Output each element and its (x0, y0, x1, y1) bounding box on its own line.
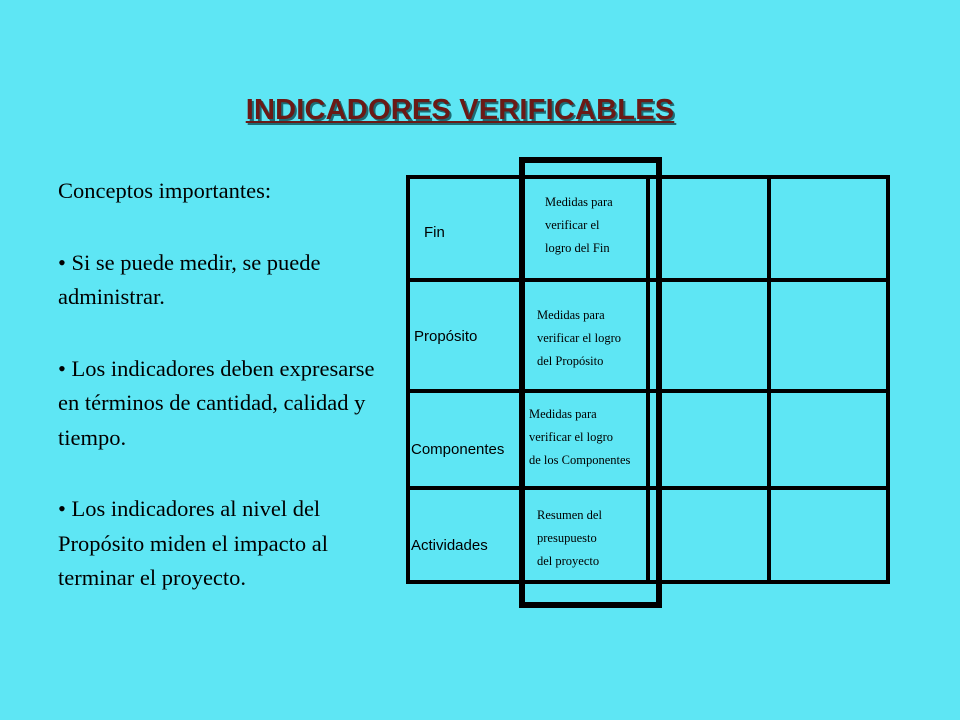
matrix-line (886, 175, 890, 584)
indicator-column-highlight (519, 157, 662, 608)
indicator-cell-actividades: Resumen del presupuesto del proyecto (537, 508, 602, 568)
row-label-actividades: Actividades (411, 537, 488, 554)
bullet-1: • Si se puede medir, se puede administrar. (58, 249, 321, 309)
row-label-componentes: Componentes (411, 441, 505, 458)
concepts-heading: Conceptos importantes: (58, 178, 272, 203)
row-label-fin: Fin (424, 224, 445, 241)
matrix-line (767, 175, 771, 584)
indicator-cell-proposito: Medidas para verificar el logro del Propósito (537, 308, 621, 368)
indicator-cell-componentes: Medidas para verificar el logro de los Componentes (529, 407, 631, 467)
bullet-3: • Los indicadores al nivel del Propósito miden el impacto al terminar el proyecto. (58, 496, 328, 590)
indicator-cell-fin: Medidas para verificar el logro del Fin (545, 195, 613, 255)
row-label-proposito: Propósito (414, 328, 478, 345)
concepts-text (58, 174, 388, 633)
page-title: INDICADORES VERIFICABLES (245, 94, 675, 126)
bullet-2: • Los indicadores deben expresarse en términos de cantidad, calidad y tiempo. (58, 355, 375, 450)
matrix-line (406, 175, 410, 584)
